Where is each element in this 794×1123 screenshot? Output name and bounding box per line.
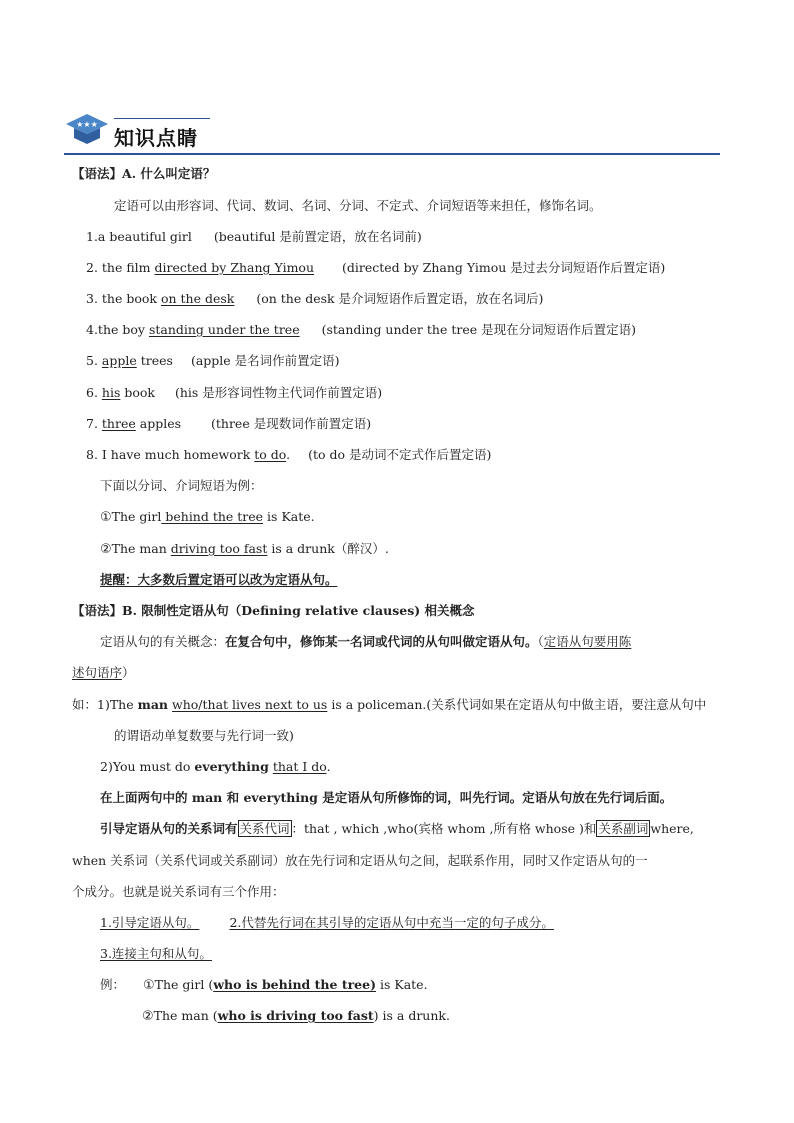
section-a-intro: 定语可以由形容词、代词、数词、名词、分词、不定式、介词短语等来担任，修饰名词。	[114, 198, 602, 213]
section-header	[64, 110, 724, 156]
section-b-heading: 【语法】B. 限制性定语从句（Defining relative clauses) 相关概念	[72, 603, 475, 618]
example-sentence: ①The girl behind the tree is Kate.	[100, 509, 315, 525]
roles-line-3: 3.连接主句和从句。	[100, 946, 212, 961]
list-item: 3. the book on the desk (on the desk 是介词短语作后置定语，放在名词后)	[86, 291, 544, 306]
example-sentence: 如：1)The man who/that lives next to us is a policeman.(关系代词如果在定语从句中做主语，要注意从句中	[72, 697, 707, 712]
definition-line: 定语从句的有关概念：在复合句中，修饰某一名词或代词的从句叫做定语从句。（定语从句要用陈	[100, 634, 632, 649]
definition-line-cont: 述句语序）	[72, 665, 135, 680]
relative-pronoun-box: 关系代词	[239, 821, 290, 836]
example-sentence: ②The man driving too fast is a drunk（醉汉）.	[100, 541, 389, 557]
page-title: 知识点睛	[114, 126, 198, 150]
example-sentence: 2)You must do everything that I do.	[100, 759, 331, 774]
list-item: 4.the boy standing under the tree (standing under the tree 是现在分词短语作后置定语)	[86, 322, 636, 337]
header-accent-bar	[114, 118, 210, 119]
graduation-cap-icon	[64, 110, 110, 150]
example-sentence: 例： ①The girl (who is behind the tree) is Kate.	[100, 977, 428, 993]
header-divider	[64, 153, 720, 155]
example-sentence: ②The man (who is driving too fast) is a drunk.	[142, 1008, 450, 1024]
list-item: 7. three apples (three 是现数词作前置定语)	[86, 416, 372, 431]
relative-words-line-2: when 关系词（关系代词或关系副词）放在先行词和定语从句之间，起联系作用，同时又作定语从句的一	[72, 853, 648, 868]
list-item: 8. I have much homework to do. (to do 是动词不定式作后置定语)	[86, 447, 492, 462]
list-item: 5. apple trees (apple 是名词作前置定语)	[86, 353, 340, 368]
list-item: 1.a beautiful girl (beautiful 是前置定语，放在名词前)	[86, 229, 422, 244]
example-intro: 下面以分词、介词短语为例：	[100, 478, 263, 493]
relative-adverb-box: 关系副词	[598, 821, 649, 836]
list-item: 6. his book (his 是形容词性物主代词作前置定语)	[86, 385, 383, 400]
svg-text:★★★: ★★★	[76, 120, 98, 129]
relative-words-line-3: 个成分。也就是说关系词有三个作用：	[72, 884, 285, 899]
relative-words-line: 引导定语从句的关系词有 关系代词 ：that , which ,who(宾格 whom ,所有格 whose )和 关系副词 where,	[100, 821, 694, 836]
list-item: 2. the film directed by Zhang Yimou (directed by Zhang Yimou 是过去分词短语作后置定语)	[86, 260, 666, 275]
reminder-note: 提醒：大多数后置定语可以改为定语从句。	[100, 572, 338, 587]
example-sentence-cont: 的谓语动单复数要与先行词一致)	[114, 728, 294, 743]
antecedent-note: 在上面两句中的 man 和 everything 是定语从句所修饰的词，叫先行词。定语从句放在先行词后面。	[100, 790, 673, 805]
section-a-heading: 【语法】A. 什么叫定语？	[72, 166, 216, 181]
roles-line: 1.引导定语从句。 2.代替先行词在其引导的定语从句中充当一定的句子成分。	[100, 915, 554, 930]
